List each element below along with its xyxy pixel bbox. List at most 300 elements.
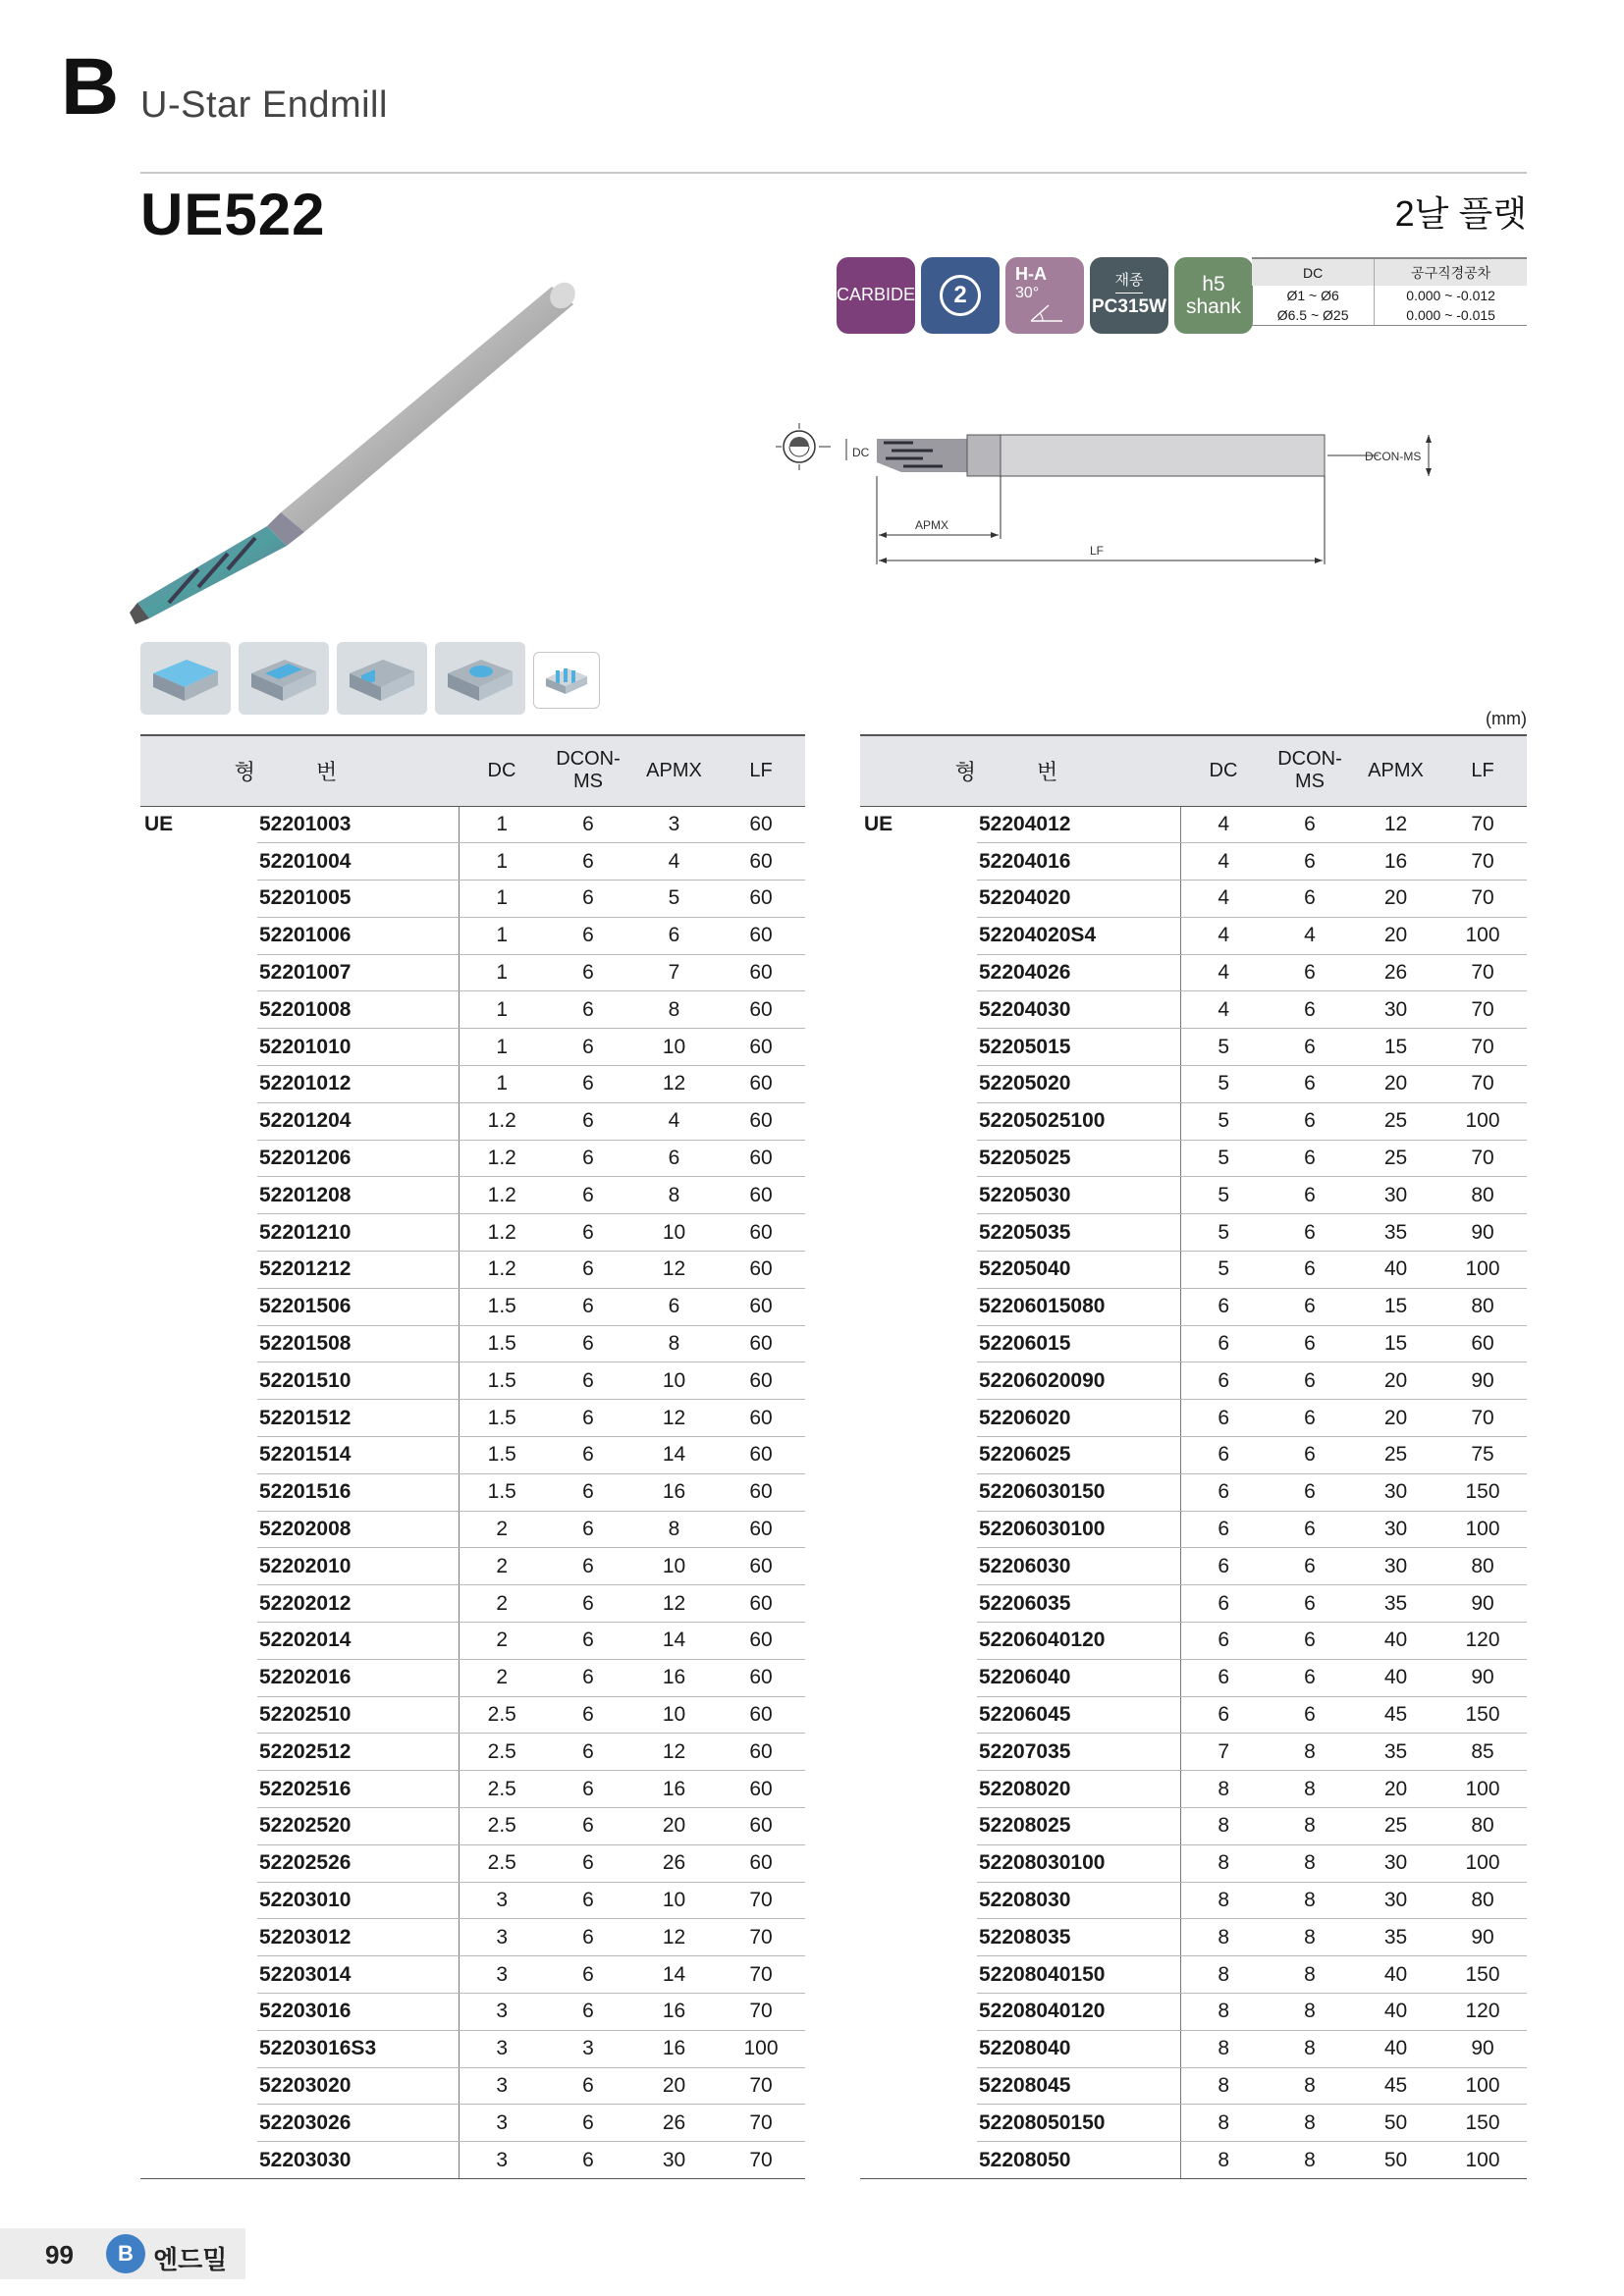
- lf-cell: 70: [1438, 1140, 1527, 1177]
- series-cell: [140, 1659, 257, 1696]
- series-cell: [140, 1548, 257, 1585]
- apmx-cell: 10: [631, 1362, 717, 1400]
- lf-cell: 60: [717, 1214, 805, 1252]
- series-cell: [140, 1252, 257, 1289]
- table-row: [860, 1437, 1527, 1474]
- series-cell: [860, 1696, 977, 1734]
- apmx-cell: 10: [631, 1696, 717, 1734]
- dc-cell: 5: [1180, 1029, 1267, 1066]
- table-row: [860, 1548, 1527, 1585]
- lf-cell: 60: [717, 954, 805, 991]
- lf-cell: 70: [1438, 806, 1527, 843]
- code-cell: 52201012: [257, 1066, 459, 1103]
- series-cell: [860, 1771, 977, 1808]
- table-row: [860, 1994, 1527, 2031]
- apmx-cell: 26: [631, 2105, 717, 2142]
- helix-angle: 30°: [1015, 284, 1040, 301]
- lf-cell: 90: [1438, 1659, 1527, 1696]
- table-row: [860, 1511, 1527, 1548]
- series-cell: [140, 881, 257, 918]
- lf-cell: 150: [1438, 2105, 1527, 2142]
- dc-cell: 5: [1180, 1140, 1267, 1177]
- dc-cell: 3: [459, 1882, 545, 1919]
- apmx-cell: 40: [1353, 1659, 1438, 1696]
- dc-cell: 1: [459, 1029, 545, 1066]
- series-cell: [140, 954, 257, 991]
- code-cell: 52204012: [977, 806, 1180, 843]
- code-cell: 52201516: [257, 1473, 459, 1511]
- apmx-cell: 20: [1353, 1066, 1438, 1103]
- tol-value: 0.000 ~ -0.012: [1406, 288, 1495, 303]
- lf-cell: 60: [717, 917, 805, 954]
- lf-cell: 90: [1438, 1585, 1527, 1623]
- apmx-cell: 20: [1353, 881, 1438, 918]
- apmx-cell: 30: [1353, 1177, 1438, 1214]
- table-row: [140, 1362, 805, 1400]
- pocketing-icon: [435, 642, 525, 715]
- code-cell: 52206015: [977, 1325, 1180, 1362]
- series-cell: [860, 1288, 977, 1325]
- series-cell: [140, 1362, 257, 1400]
- apmx-cell: 8: [631, 1177, 717, 1214]
- apmx-cell: 40: [1353, 1994, 1438, 2031]
- dcon-cell: 6: [545, 1437, 631, 1474]
- dcon-cell: 3: [545, 2030, 631, 2067]
- table-row: [140, 1696, 805, 1734]
- apmx-cell: 16: [1353, 843, 1438, 881]
- lf-cell: 60: [717, 843, 805, 881]
- series-cell: [860, 991, 977, 1029]
- dcon-cell: 6: [545, 1214, 631, 1252]
- dcon-cell: 8: [1267, 1808, 1353, 1845]
- series-cell: [860, 881, 977, 918]
- code-cell: 52205025: [977, 1140, 1180, 1177]
- table-row: [860, 1177, 1527, 1214]
- code-cell: 52206045: [977, 1696, 1180, 1734]
- dcon-cell: 6: [1267, 1473, 1353, 1511]
- carbide-label: CARBIDE: [837, 285, 916, 305]
- dcon-cell: 6: [545, 991, 631, 1029]
- apmx-cell: 8: [631, 1511, 717, 1548]
- apmx-cell: 10: [631, 1882, 717, 1919]
- code-cell: 52208045: [977, 2067, 1180, 2105]
- dc-cell: 5: [1180, 1066, 1267, 1103]
- dc-cell: 1.5: [459, 1400, 545, 1437]
- apmx-cell: 20: [1353, 1771, 1438, 1808]
- dc-cell: 1: [459, 1066, 545, 1103]
- lf-cell: 70: [717, 2067, 805, 2105]
- apmx-cell: 20: [1353, 1362, 1438, 1400]
- apmx-cell: 12: [631, 1400, 717, 1437]
- code-cell: 52205030: [977, 1177, 1180, 1214]
- header-lf: LF: [717, 735, 805, 806]
- dcon-cell: 6: [1267, 1400, 1353, 1437]
- series-cell: [860, 1400, 977, 1437]
- header-dcon: DCON-MS: [545, 735, 631, 806]
- code-cell: 52206035: [977, 1585, 1180, 1623]
- dc-cell: 3: [459, 1919, 545, 1956]
- apmx-cell: 16: [631, 1659, 717, 1696]
- dc-cell: 1.5: [459, 1362, 545, 1400]
- code-cell: 52202012: [257, 1585, 459, 1623]
- code-cell: 52202010: [257, 1548, 459, 1585]
- table-row: [140, 1623, 805, 1660]
- dcon-cell: 8: [1267, 1956, 1353, 1994]
- dcon-cell: 6: [1267, 1696, 1353, 1734]
- header-code: 형 번: [140, 735, 459, 806]
- product-name: UE522: [140, 182, 326, 247]
- series-cell: [860, 1029, 977, 1066]
- dc-cell: 4: [1180, 843, 1267, 881]
- dc-cell: 8: [1180, 1771, 1267, 1808]
- dc-cell: 1.5: [459, 1473, 545, 1511]
- dc-cell: 1.2: [459, 1140, 545, 1177]
- series-cell: [860, 1548, 977, 1585]
- series-cell: [140, 1029, 257, 1066]
- flute-count: 2: [953, 281, 967, 308]
- dc-cell: 1.2: [459, 1102, 545, 1140]
- lf-cell: 150: [1438, 1696, 1527, 1734]
- lf-cell: 70: [717, 1994, 805, 2031]
- dcon-cell: 6: [545, 1994, 631, 2031]
- lf-cell: 60: [717, 1102, 805, 1140]
- apmx-cell: 50: [1353, 2105, 1438, 2142]
- dc-cell: 4: [1180, 954, 1267, 991]
- table-row: [860, 2105, 1527, 2142]
- apmx-cell: 26: [631, 1844, 717, 1882]
- apmx-cell: 20: [1353, 1400, 1438, 1437]
- code-cell: 52203012: [257, 1919, 459, 1956]
- code-cell: 52206025: [977, 1437, 1180, 1474]
- table-row: [860, 1102, 1527, 1140]
- series-cell: [860, 1177, 977, 1214]
- code-cell: 52207035: [977, 1734, 1180, 1771]
- dc-cell: 2: [459, 1548, 545, 1585]
- dc-cell: 6: [1180, 1585, 1267, 1623]
- dc-cell: 8: [1180, 1994, 1267, 2031]
- dcon-cell: 6: [1267, 806, 1353, 843]
- series-cell: [140, 1511, 257, 1548]
- series-cell: [860, 1325, 977, 1362]
- dcon-cell: 6: [545, 1623, 631, 1660]
- dcon-cell: 8: [1267, 1919, 1353, 1956]
- flute-count-badge: [921, 257, 1000, 334]
- dcon-cell: 6: [545, 1734, 631, 1771]
- code-cell: 52203026: [257, 2105, 459, 2142]
- series-cell: [140, 2142, 257, 2179]
- header-dc: DC: [459, 735, 545, 806]
- dc-cell: 2: [459, 1623, 545, 1660]
- apmx-cell: 15: [1353, 1288, 1438, 1325]
- code-cell: 52201206: [257, 1140, 459, 1177]
- header-divider: [140, 172, 1527, 174]
- table-row: [140, 1029, 805, 1066]
- dc-label: DC: [852, 446, 870, 459]
- lf-cell: 60: [717, 1696, 805, 1734]
- dcon-cell: 6: [545, 1400, 631, 1437]
- code-cell: 52203010: [257, 1882, 459, 1919]
- apmx-cell: 16: [631, 2030, 717, 2067]
- table-row: [140, 1585, 805, 1623]
- apmx-cell: 12: [631, 1585, 717, 1623]
- dc-cell: 2.5: [459, 1771, 545, 1808]
- lf-cell: 100: [1438, 1844, 1527, 1882]
- table-row: [140, 881, 805, 918]
- dc-cell: 8: [1180, 2067, 1267, 2105]
- series-cell: [140, 1288, 257, 1325]
- apmx-cell: 12: [631, 1252, 717, 1289]
- code-cell: 52204016: [977, 843, 1180, 881]
- table-row: [140, 1919, 805, 1956]
- lf-cell: 60: [717, 1511, 805, 1548]
- dcon-cell: 8: [1267, 2067, 1353, 2105]
- apmx-cell: 6: [631, 1288, 717, 1325]
- series-cell: [860, 1585, 977, 1623]
- table-row: [860, 2030, 1527, 2067]
- code-cell: 52205020: [977, 1066, 1180, 1103]
- code-cell: 52202526: [257, 1844, 459, 1882]
- apmx-cell: 8: [631, 991, 717, 1029]
- code-cell: 52206015080: [977, 1288, 1180, 1325]
- apmx-cell: 25: [1353, 1140, 1438, 1177]
- table-row: [140, 917, 805, 954]
- table-row: [860, 1771, 1527, 1808]
- series-cell: [860, 1362, 977, 1400]
- series-cell: [140, 1585, 257, 1623]
- dc-cell: 6: [1180, 1548, 1267, 1585]
- table-row: [140, 1288, 805, 1325]
- table-row: [140, 843, 805, 881]
- lf-cell: 90: [1438, 1214, 1527, 1252]
- side-milling-icon: [140, 642, 231, 715]
- lf-cell: 60: [717, 1362, 805, 1400]
- apmx-label: APMX: [915, 518, 949, 532]
- slotting-icon: [239, 642, 329, 715]
- code-cell: 52202008: [257, 1511, 459, 1548]
- table-row: [860, 991, 1527, 1029]
- table-row: [140, 1473, 805, 1511]
- lf-cell: 60: [717, 1288, 805, 1325]
- feature-badges: [837, 257, 1253, 334]
- apmx-cell: 30: [1353, 1844, 1438, 1882]
- dc-cell: 1.5: [459, 1325, 545, 1362]
- series-cell: [140, 1177, 257, 1214]
- series-cell: [140, 1102, 257, 1140]
- series-cell: [140, 1214, 257, 1252]
- series-cell: [140, 1400, 257, 1437]
- code-cell: 52201510: [257, 1362, 459, 1400]
- dcon-cell: 6: [545, 1177, 631, 1214]
- table-row: [860, 1288, 1527, 1325]
- endmill-product-image: [130, 275, 611, 628]
- table-row: [860, 1140, 1527, 1177]
- lf-cell: 60: [717, 1177, 805, 1214]
- tol-header-dc: DC: [1252, 258, 1375, 286]
- tol-header-tolerance: 공구직경공차: [1375, 258, 1527, 286]
- tol-row: [1252, 286, 1527, 305]
- lf-cell: 80: [1438, 1288, 1527, 1325]
- lf-cell: 60: [717, 1659, 805, 1696]
- dcon-cell: 6: [1267, 1325, 1353, 1362]
- shank-tolerance: h5: [1202, 272, 1225, 295]
- dcon-cell: 6: [545, 806, 631, 843]
- table-row: [140, 1325, 805, 1362]
- apmx-cell: 20: [631, 2067, 717, 2105]
- dcon-cell: 8: [1267, 1734, 1353, 1771]
- lf-cell: 60: [717, 1808, 805, 1845]
- section-letter: B: [61, 42, 120, 132]
- apmx-cell: 30: [1353, 1882, 1438, 1919]
- series-cell: [860, 1511, 977, 1548]
- lf-cell: 60: [717, 881, 805, 918]
- apmx-cell: 14: [631, 1623, 717, 1660]
- dc-cell: 2.5: [459, 1696, 545, 1734]
- apmx-cell: 35: [1353, 1734, 1438, 1771]
- dc-cell: 6: [1180, 1511, 1267, 1548]
- lf-cell: 60: [717, 1029, 805, 1066]
- apmx-cell: 25: [1353, 1102, 1438, 1140]
- code-cell: 52201212: [257, 1252, 459, 1289]
- lf-cell: 60: [717, 1140, 805, 1177]
- series-cell: [860, 1882, 977, 1919]
- code-cell: 52201008: [257, 991, 459, 1029]
- dcon-cell: 8: [1267, 1882, 1353, 1919]
- code-cell: 52203014: [257, 1956, 459, 1994]
- lf-cell: 70: [717, 1882, 805, 1919]
- apmx-cell: 12: [631, 1066, 717, 1103]
- coating-title: 재종: [1115, 273, 1144, 294]
- dcon-cell: 6: [545, 1696, 631, 1734]
- table-row: [140, 806, 805, 843]
- dcon-cell: 6: [1267, 1029, 1353, 1066]
- dcon-cell: 6: [1267, 1585, 1353, 1623]
- apmx-cell: 25: [1353, 1437, 1438, 1474]
- apmx-cell: 30: [1353, 1548, 1438, 1585]
- series-cell: [140, 1844, 257, 1882]
- dcon-cell: 6: [545, 954, 631, 991]
- dc-cell: 3: [459, 2067, 545, 2105]
- code-cell: 52208050: [977, 2142, 1180, 2179]
- series-cell: [860, 2142, 977, 2179]
- table-row: [140, 1659, 805, 1696]
- dc-cell: 2: [459, 1659, 545, 1696]
- spec-table-right-body: [860, 806, 1527, 2178]
- dcon-cell: 6: [545, 1102, 631, 1140]
- apmx-cell: 14: [631, 1956, 717, 1994]
- lf-cell: 120: [1438, 1994, 1527, 2031]
- dc-cell: 8: [1180, 2030, 1267, 2067]
- dcon-cell: 6: [545, 1252, 631, 1289]
- lf-cell: 100: [1438, 1771, 1527, 1808]
- series-cell: [860, 954, 977, 991]
- table-row: [140, 1771, 805, 1808]
- apmx-cell: 10: [631, 1029, 717, 1066]
- lf-cell: 100: [1438, 1252, 1527, 1289]
- lf-cell: 70: [717, 2142, 805, 2179]
- page-number: 99: [45, 2240, 74, 2269]
- dcon-cell: 8: [1267, 2105, 1353, 2142]
- lf-cell: 80: [1438, 1882, 1527, 1919]
- code-cell: 52201210: [257, 1214, 459, 1252]
- apmx-cell: 5: [631, 881, 717, 918]
- dcon-cell: 6: [1267, 1252, 1353, 1289]
- code-cell: 52201006: [257, 917, 459, 954]
- code-cell: 52204026: [977, 954, 1180, 991]
- lf-cell: 60: [717, 806, 805, 843]
- code-cell: 52208030: [977, 1882, 1180, 1919]
- lf-cell: 100: [1438, 917, 1527, 954]
- dc-cell: 6: [1180, 1288, 1267, 1325]
- dcon-cell: 6: [545, 1473, 631, 1511]
- series-cell: [860, 1066, 977, 1103]
- series-cell: [860, 2105, 977, 2142]
- series-cell: [860, 2067, 977, 2105]
- apmx-cell: 15: [1353, 1029, 1438, 1066]
- code-cell: 52202520: [257, 1808, 459, 1845]
- code-cell: 52203030: [257, 2142, 459, 2179]
- dcon-cell: 6: [1267, 1548, 1353, 1585]
- shank-badge: [1174, 257, 1253, 334]
- code-cell: 52205025100: [977, 1102, 1180, 1140]
- coating-badge: [1090, 257, 1168, 334]
- series-cell: [860, 1844, 977, 1882]
- dcon-cell: 6: [1267, 1140, 1353, 1177]
- series-cell: [140, 843, 257, 881]
- dcon-cell: 8: [1267, 1844, 1353, 1882]
- code-cell: 52204030: [977, 991, 1180, 1029]
- table-row: [860, 1066, 1527, 1103]
- code-cell: 52206020090: [977, 1362, 1180, 1400]
- code-cell: 52205015: [977, 1029, 1180, 1066]
- code-cell: 52201007: [257, 954, 459, 991]
- apmx-cell: 12: [631, 1919, 717, 1956]
- table-row: [140, 991, 805, 1029]
- dc-cell: 5: [1180, 1252, 1267, 1289]
- lf-cell: 100: [1438, 2067, 1527, 2105]
- table-row: [140, 1956, 805, 1994]
- lf-cell: 100: [717, 2030, 805, 2067]
- dcon-cell: 6: [1267, 843, 1353, 881]
- code-cell: 52203016: [257, 1994, 459, 2031]
- code-cell: 52201208: [257, 1177, 459, 1214]
- series-cell: [140, 1734, 257, 1771]
- code-cell: 52203020: [257, 2067, 459, 2105]
- series-cell: [860, 1994, 977, 2031]
- dc-cell: 1.5: [459, 1288, 545, 1325]
- table-row: [140, 1844, 805, 1882]
- apmx-cell: 20: [631, 1808, 717, 1845]
- lf-cell: 70: [1438, 1400, 1527, 1437]
- section-title: U-Star Endmill: [140, 84, 388, 126]
- dc-cell: 1.2: [459, 1214, 545, 1252]
- code-cell: 52201003: [257, 806, 459, 843]
- apmx-cell: 7: [631, 954, 717, 991]
- dcon-cell: 6: [545, 1585, 631, 1623]
- apmx-cell: 20: [1353, 917, 1438, 954]
- dc-cell: 2.5: [459, 1844, 545, 1882]
- table-row: [860, 806, 1527, 843]
- series-cell: [860, 1473, 977, 1511]
- dc-cell: 1.2: [459, 1252, 545, 1289]
- series-cell: [860, 2030, 977, 2067]
- dc-cell: 8: [1180, 2142, 1267, 2179]
- tol-row: [1252, 305, 1527, 325]
- table-row: [860, 1400, 1527, 1437]
- lf-cell: 60: [717, 1623, 805, 1660]
- table-row: [140, 1214, 805, 1252]
- apmx-cell: 4: [631, 843, 717, 881]
- table-row: [860, 1473, 1527, 1511]
